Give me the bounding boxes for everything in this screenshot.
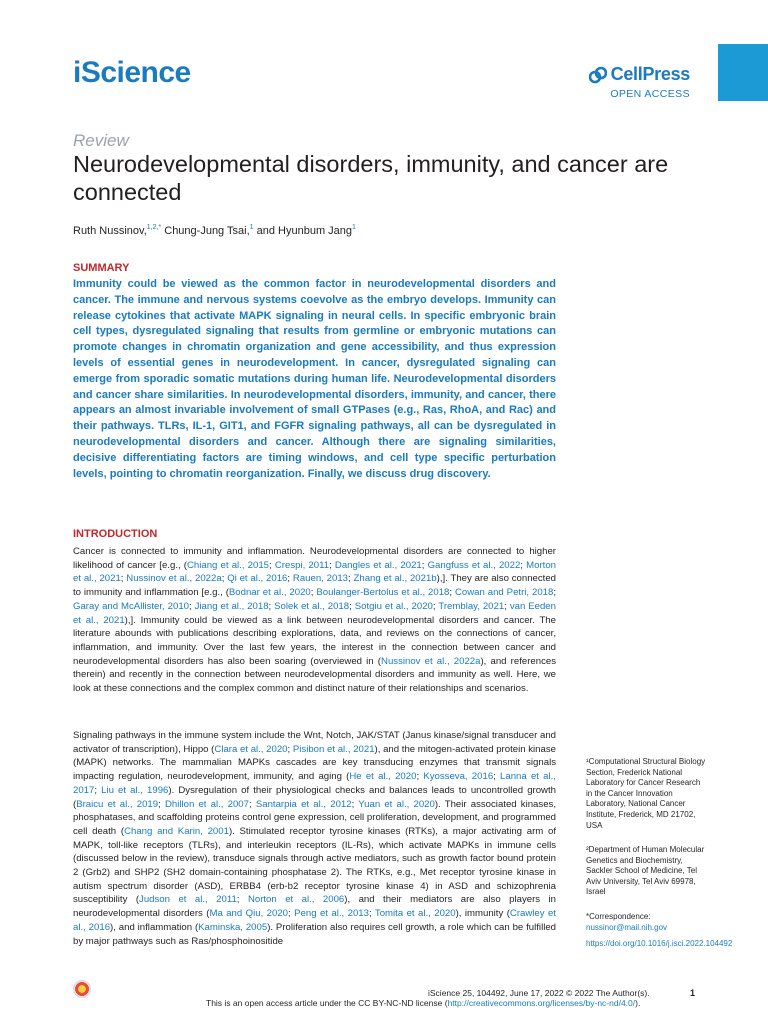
paragraph-text: ),]. They are also connected to immunity and inflammation [e.g., (	[73, 573, 557, 599]
paragraph-text: ;	[416, 771, 424, 783]
citation-link[interactable]: Nussinov et al., 2022a	[126, 573, 222, 585]
citation-link[interactable]: Qi et al., 2016	[227, 573, 288, 585]
publisher-name: CellPress	[610, 64, 690, 84]
paragraph-text: ;	[288, 908, 295, 920]
citation-link[interactable]: Jiang et al., 2018	[194, 600, 269, 612]
paragraph-text: ;	[449, 587, 455, 599]
paragraph-text: ). Proliferation also requires cell growth, a role which can be fulfilled by major pathways such as Ras/phosphoinositide	[73, 921, 556, 947]
author-name: and Hyunbum Jang	[253, 225, 353, 237]
citation-link[interactable]: Peng et al., 2013	[294, 908, 369, 920]
introduction-heading: INTRODUCTION	[73, 528, 158, 540]
author-name: Ruth Nussinov,	[73, 225, 147, 237]
paragraph-text: ;	[553, 587, 556, 599]
open-access-label: OPEN ACCESS	[610, 88, 690, 100]
citation-link[interactable]: Tremblay, 2021	[438, 600, 505, 612]
article-type: Review	[73, 131, 129, 150]
citation-link[interactable]: Chang and Karin, 2001	[124, 825, 229, 837]
paragraph-text: ;	[269, 559, 275, 571]
citation-link[interactable]: Solek et al., 2018	[274, 600, 350, 612]
article-title: Neurodevelopmental disorders, immunity, and cancer are connected	[73, 151, 669, 205]
footer-citation: iScience 25, 104492, June 17, 2022 © 2022 The Author(s).	[428, 988, 650, 998]
paragraph-text: ), and references therein) and recently in the connection between neurodevelopmental disorders and immunity as well. Here, we look at these connections and the complex common and distinct nature of their relationships and scenarios.	[73, 655, 557, 695]
paragraph-text: ;	[287, 743, 293, 755]
paragraph-text: ;	[236, 894, 248, 906]
author-affiliation-mark[interactable]: 1	[352, 224, 356, 231]
citation-link[interactable]: Boulanger-Bertolus et al., 2018	[316, 587, 450, 599]
citation-link[interactable]: Morton et al., 2021	[73, 559, 556, 585]
citation-link[interactable]: Cowan and Petri, 2018	[454, 587, 554, 599]
correspondence-email-link[interactable]: nussinor@mail.nih.gov	[586, 922, 668, 932]
cellpress-icon	[589, 66, 607, 84]
license-text: This is an open access article under the CC BY-NC-ND license (	[206, 998, 448, 1008]
paragraph-text: ), immunity (	[455, 908, 510, 920]
citation-link[interactable]: Lanna et al., 2017	[73, 771, 556, 796]
author-list	[73, 224, 356, 237]
citation-link[interactable]: Bodnar et al., 2020	[228, 587, 311, 599]
citation-link[interactable]: Zhang et al., 2021b	[353, 573, 437, 585]
citation-link[interactable]: Clara et al., 2020	[214, 743, 288, 755]
paragraph-text: ;	[432, 600, 439, 612]
citation-link[interactable]: van Eeden et al., 2021	[73, 600, 556, 626]
citation-link[interactable]: Tomita et al., 2020	[374, 908, 456, 920]
paragraph-text: ;	[329, 559, 335, 571]
citation-link[interactable]: Garay and McAllister, 2010	[73, 600, 190, 612]
citation-link[interactable]: Ma and Qiu, 2020	[209, 908, 289, 920]
paragraph-text: ;	[120, 573, 127, 585]
footer-license	[206, 998, 640, 1008]
paragraph-text: ;	[310, 587, 317, 599]
paragraph-text: ;	[248, 798, 256, 810]
citation-link[interactable]: Yuan et al., 2020	[358, 798, 435, 810]
paragraph-text: ;	[158, 798, 165, 810]
author-name: Chung-Jung Tsai,	[161, 225, 250, 237]
citation-link[interactable]: Nussinov et al., 2022a	[381, 655, 481, 667]
citation-link[interactable]: Rauen, 2013	[292, 573, 348, 585]
citation-link[interactable]: Pisibon et al., 2021	[292, 743, 375, 755]
summary-heading: SUMMARY	[73, 262, 130, 274]
paragraph-text: ;	[520, 559, 527, 571]
paragraph-text: ;	[504, 600, 510, 612]
paragraph-text: ). Stimulated receptor tyrosine kinases (RTKs), a major activating arm of MAPK, toll-like receptors (TLRs), and interleukin receptors (IL-Rs), which activate MAPKs in immune cells (discussed below in the review), transduce signals through active mediators, such as growth factor bound protein 2 (Grb2) and SHP2 (SH2 domain-containing phosphatase 2). The RTKs, e.g., Met receptor tyrosine kinase in autism spectrum disorder (ASD), ERBB4 (erb-b2 receptor tyrosine kinase 4) in ASD and schizophrenia susceptibility (	[73, 825, 556, 906]
cellpress-logo	[589, 64, 690, 85]
citation-link[interactable]: Sotgiu et al., 2020	[354, 600, 433, 612]
citation-link[interactable]: Liu et al., 1996	[101, 784, 169, 796]
correspondence-label: *Correspondence:	[586, 912, 651, 921]
citation-link[interactable]: Gangfuss et al., 2022	[427, 559, 521, 571]
paragraph-text: ;	[368, 908, 375, 920]
page-number: 1	[690, 988, 696, 998]
citation-link[interactable]: Judson et al., 2011	[139, 894, 237, 906]
paragraph-text: ;	[287, 573, 293, 585]
paragraph-text: ). Their associated kinases, phosphatases, and scaffolding proteins control gene expression, cell proliferation, development, and programmed cell death (	[73, 798, 556, 837]
journal-logo: iScience	[73, 56, 191, 89]
check-for-updates-icon[interactable]	[73, 980, 91, 998]
introduction-paragraph-2	[73, 729, 556, 948]
paragraph-text: ;	[493, 771, 501, 783]
citation-link[interactable]: Dangles et al., 2021	[334, 559, 422, 571]
summary-text: Immunity could be viewed as the common factor in neurodevelopmental disorders and cancer. The immune and nervous systems coevolve as the embryo develops. Immunity can release cytokines that activate MAPK signaling in neural cells. In specific embryonic brain cell types, dysregulated signaling that results from germline or embryonic mutations can promote changes in chromatin organization and gene accessibility, and thus expression levels of essential genes in neurodevelopment. In cancer, dysregulated signaling can emerge from sporadic somatic mutations during human life. Neurodevelopmental disorders and cancer share similarities. In neurodevelopmental disorders, immunity, and cancer, there appears an almost invariable involvement of small GTPases (e.g., Ras, RhoA, and Rac) and their pathways. TLRs, IL-1, GIT1, and FGFR signaling pathways, all can be dysregulated in neurodevelopmental disorders and cancer. Although there are signaling similarities, decisive differentiating factors are timing windows, and cell type specific perturbation levels, pointing to chromatin reorganization. Finally, we discuss drug discovery.	[73, 278, 556, 480]
paragraph-text: ;	[189, 600, 195, 612]
author-affiliation-mark[interactable]: 1	[249, 224, 254, 231]
citation-link[interactable]: Norton et al., 2006	[247, 894, 345, 906]
introduction-paragraph-1	[73, 545, 556, 696]
paragraph-text: ;	[221, 573, 228, 585]
citation-link[interactable]: Santarpia et al., 2012	[255, 798, 352, 810]
license-text-end: ).	[635, 998, 641, 1008]
doi-link[interactable]: https://doi.org/10.1016/j.isci.2022.104492	[586, 939, 733, 948]
paragraph-text: ;	[421, 559, 428, 571]
citation-link[interactable]: Kaminska, 2005	[198, 921, 268, 933]
author-affiliation-mark[interactable]: 1,2,*	[146, 224, 162, 231]
citation-link[interactable]: Chiang et al., 2015	[186, 559, 270, 571]
affiliation-1: ¹Computational Structural Biology Section, Frederick National Laboratory for Cancer Research in the Cancer Innovation Laboratory, National Cancer Institute, Frederick, MD 21702, USA	[586, 757, 706, 830]
paragraph-text: ;	[268, 600, 275, 612]
paragraph-text: Cancer is connected to immunity and inflammation. Neurodevelopmental disorders are connected to higher likelihood of cancer [e.g., (	[73, 546, 556, 571]
paragraph-text: ;	[351, 798, 359, 810]
citation-link[interactable]: Kyosseva, 2016	[423, 771, 494, 783]
license-link[interactable]: http://creativecommons.org/licenses/by-nc-nd/4.0/	[447, 998, 636, 1008]
citation-link[interactable]: Crespi, 2011	[274, 559, 330, 571]
paragraph-text: ),]. Immunity could be viewed as a link between neurodevelopmental disorders and cancer. The literature abounds with publications describing explorations, data, and reviews on the connections of cancer, inflammation, and immunity. Over the last few years, the interest in the connection between cancer and neurodevelopmental disorders has also been soaring (overviewed in (	[73, 614, 556, 667]
citation-link[interactable]: He et al., 2020	[349, 771, 417, 783]
paragraph-text: Signaling pathways in the immune system include the Wnt, Notch, JAK/STAT (Janus kinase/signal transducer and activator of transcription), Hippo (	[73, 730, 556, 755]
paragraph-text: ), and inflammation (	[110, 921, 199, 933]
citation-link[interactable]: Braicu et al., 2019	[76, 798, 159, 810]
correspondence	[586, 912, 706, 933]
paragraph-text: ;	[348, 573, 354, 585]
citation-link[interactable]: Dhillon et al., 2007	[164, 798, 249, 810]
paragraph-text: ;	[349, 600, 355, 612]
corner-color-bar	[718, 44, 768, 101]
paragraph-text: ;	[94, 784, 102, 796]
affiliation-2: ²Department of Human Molecular Genetics and Biochemistry, Sackler School of Medicine, Tel Aviv University, Tel Aviv 69978, Israel	[586, 845, 705, 897]
paragraph-text: ), and their mediators are also players in neurodevelopmental disorders (	[73, 894, 556, 920]
paragraph-text: ), and the mitogen-activated protein kinase (MAPK) networks. The mammalian MAPKs cascades are key transducing enzymes that transmit signals impacting regulation, neurodevelopment, immunity, and aging (	[73, 743, 556, 783]
paragraph-text: ). Dysregulation of their physiological checks and balances leads to uncontrolled growth (	[73, 784, 556, 810]
citation-link[interactable]: Crawley et al., 2016	[73, 908, 556, 933]
